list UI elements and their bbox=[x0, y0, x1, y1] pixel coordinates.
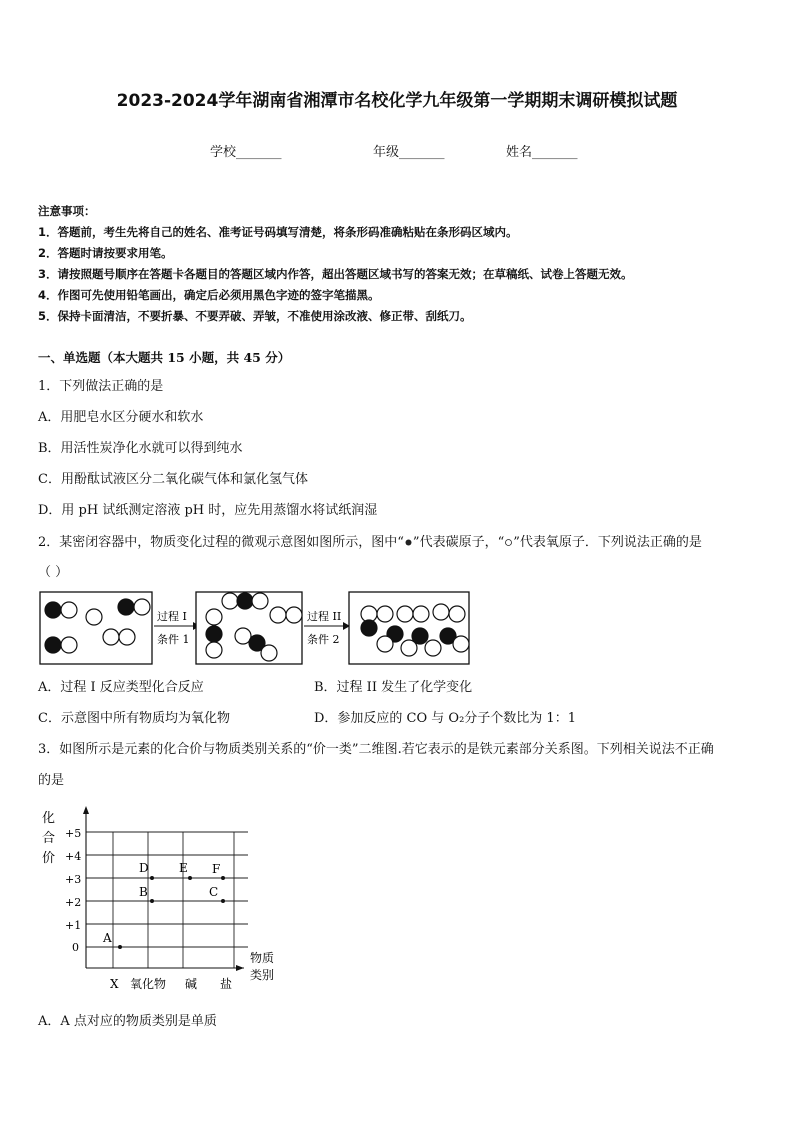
name-field: 姓名_______ bbox=[506, 145, 578, 160]
valence-class-chart bbox=[30, 800, 300, 1000]
question-2-stem bbox=[38, 531, 702, 550]
y-tick-label: +4 bbox=[65, 850, 82, 863]
oxygen-atom bbox=[206, 642, 222, 658]
y-axis-label: 合 bbox=[42, 831, 56, 846]
question-2-stem-line2: （ ） bbox=[38, 565, 69, 580]
x-tick-label: X bbox=[110, 977, 119, 991]
oxygen-atom bbox=[61, 637, 77, 653]
x-axis-arrow bbox=[236, 965, 244, 971]
process-1-label: 过程 I bbox=[157, 610, 187, 623]
process-2-label: 过程 II bbox=[307, 610, 342, 623]
q2-stem-part: 2．某密闭容器中，物质变化过程的微观示意图如图所示，图中“ bbox=[38, 535, 404, 550]
y-tick-label: +5 bbox=[65, 827, 82, 840]
q2-option-c: C．示意图中所有物质均为氧化物 bbox=[38, 711, 230, 726]
data-point-a bbox=[118, 945, 122, 949]
carbon-atom bbox=[45, 602, 61, 618]
q2-stem-part: ”代表碳原子，“ bbox=[412, 535, 505, 550]
condition-1-label: 条件 1 bbox=[157, 633, 190, 646]
data-point-f bbox=[221, 876, 225, 880]
oxygen-atom bbox=[425, 640, 441, 656]
data-point-label: F bbox=[212, 862, 221, 876]
q2-option-b: B．过程 II 发生了化学变化 bbox=[314, 680, 473, 695]
oxygen-atom-icon bbox=[504, 538, 513, 547]
carbon-atom bbox=[45, 637, 61, 653]
oxygen-atom bbox=[377, 636, 393, 652]
y-axis-label: 化 bbox=[42, 811, 56, 826]
oxygen-atom bbox=[86, 609, 102, 625]
data-point-c bbox=[221, 899, 225, 903]
x-axis-label: 物质 bbox=[250, 951, 275, 965]
oxygen-atom bbox=[270, 607, 286, 623]
q2-option-d: D．参加反应的 CO 与 O₂分子个数比为 1：1 bbox=[314, 711, 576, 726]
x-tick-label: 盐 bbox=[220, 977, 233, 991]
oxygen-atom bbox=[103, 629, 119, 645]
carbon-atom-icon bbox=[404, 538, 413, 547]
oxygen-atom bbox=[433, 604, 449, 620]
oxygen-atom bbox=[134, 599, 150, 615]
reaction-diagram bbox=[38, 588, 478, 668]
oxygen-atom bbox=[261, 645, 277, 661]
oxygen-atom bbox=[206, 609, 222, 625]
data-point-label: B bbox=[139, 885, 148, 899]
oxygen-atom bbox=[377, 606, 393, 622]
question-3-stem: 3．如图所示是元素的化合价与物质类别关系的“价一类”二维图.若它表示的是铁元素部分关系图。下列相关说法不正确 bbox=[38, 742, 714, 757]
school-field: 学校_______ bbox=[210, 145, 282, 160]
q1-option-b: B．用活性炭净化水就可以得到纯水 bbox=[38, 441, 243, 456]
q2-stem-part: ”代表氧原子．下列说法正确的是 bbox=[513, 535, 702, 550]
x-tick-label: 碱 bbox=[185, 977, 198, 991]
q1-option-d: D．用 pH 试纸测定溶液 pH 时，应先用蒸馏水将试纸润湿 bbox=[38, 503, 378, 518]
oxygen-atom bbox=[401, 640, 417, 656]
oxygen-atom bbox=[119, 629, 135, 645]
data-point-label: D bbox=[139, 861, 149, 875]
carbon-atom bbox=[237, 593, 253, 609]
question-3-stem-line2: 的是 bbox=[38, 773, 65, 788]
q3-option-a: A．A 点对应的物质类别是单质 bbox=[38, 1014, 217, 1029]
y-tick-label: 0 bbox=[72, 941, 79, 954]
section-heading: 一、单选题（本大题共 15 小题，共 45 分） bbox=[38, 350, 291, 365]
q1-option-a: A．用肥皂水区分硬水和软水 bbox=[38, 410, 204, 425]
notice-heading: 注意事项： bbox=[38, 204, 96, 218]
oxygen-atom bbox=[397, 606, 413, 622]
oxygen-atom bbox=[413, 606, 429, 622]
q1-option-c: C．用酚酞试液区分二氧化碳气体和氯化氢气体 bbox=[38, 472, 308, 487]
data-point-e bbox=[188, 876, 192, 880]
x-axis-label: 类别 bbox=[250, 968, 275, 982]
oxygen-atom bbox=[286, 607, 302, 623]
notice-item: 1．答题前，考生先将自己的姓名、准考证号码填写清楚，将条形码准确粘贴在条形码区域内。 bbox=[38, 225, 518, 239]
y-tick-label: +2 bbox=[65, 896, 82, 909]
y-axis-label: 价 bbox=[42, 851, 56, 866]
carbon-atom bbox=[206, 626, 222, 642]
notice-item: 4．作图可先使用铅笔画出，确定后必须用黑色字迹的签字笔描黑。 bbox=[38, 288, 380, 302]
data-point-label: A bbox=[103, 931, 112, 945]
y-tick-label: +1 bbox=[65, 919, 82, 932]
carbon-atom bbox=[118, 599, 134, 615]
carbon-atom bbox=[361, 620, 377, 636]
notice-item: 5．保持卡面清洁，不要折暴、不要弄破、弄皱，不准使用涂改液、修正带、刮纸刀。 bbox=[38, 309, 472, 323]
page-title: 2023-2024学年湖南省湘潭市名校化学九年级第一学期期末调研模拟试题 bbox=[116, 91, 678, 111]
notice-item: 2．答题时请按要求用笔。 bbox=[38, 246, 173, 260]
oxygen-atom bbox=[61, 602, 77, 618]
q2-option-a: A．过程 I 反应类型化合反应 bbox=[38, 680, 204, 695]
notice-item: 3．请按照题号顺序在答题卡各题目的答题区域内作答，超出答题区域书写的答案无效；在草稿纸、试卷上答题无效。 bbox=[38, 267, 633, 281]
data-point-label: C bbox=[209, 885, 219, 899]
data-point-d bbox=[150, 876, 154, 880]
data-point-b bbox=[150, 899, 154, 903]
oxygen-atom bbox=[449, 606, 465, 622]
condition-2-label: 条件 2 bbox=[307, 633, 340, 646]
data-point-label: E bbox=[179, 861, 188, 875]
y-tick-label: +3 bbox=[65, 873, 82, 886]
oxygen-atom bbox=[252, 593, 268, 609]
y-axis-arrow bbox=[83, 806, 89, 814]
oxygen-atom bbox=[222, 593, 238, 609]
oxygen-atom bbox=[453, 636, 469, 652]
x-tick-label: 氧化物 bbox=[130, 977, 167, 991]
question-1-stem: 1．下列做法正确的是 bbox=[38, 379, 164, 394]
grade-field: 年级_______ bbox=[373, 145, 445, 160]
